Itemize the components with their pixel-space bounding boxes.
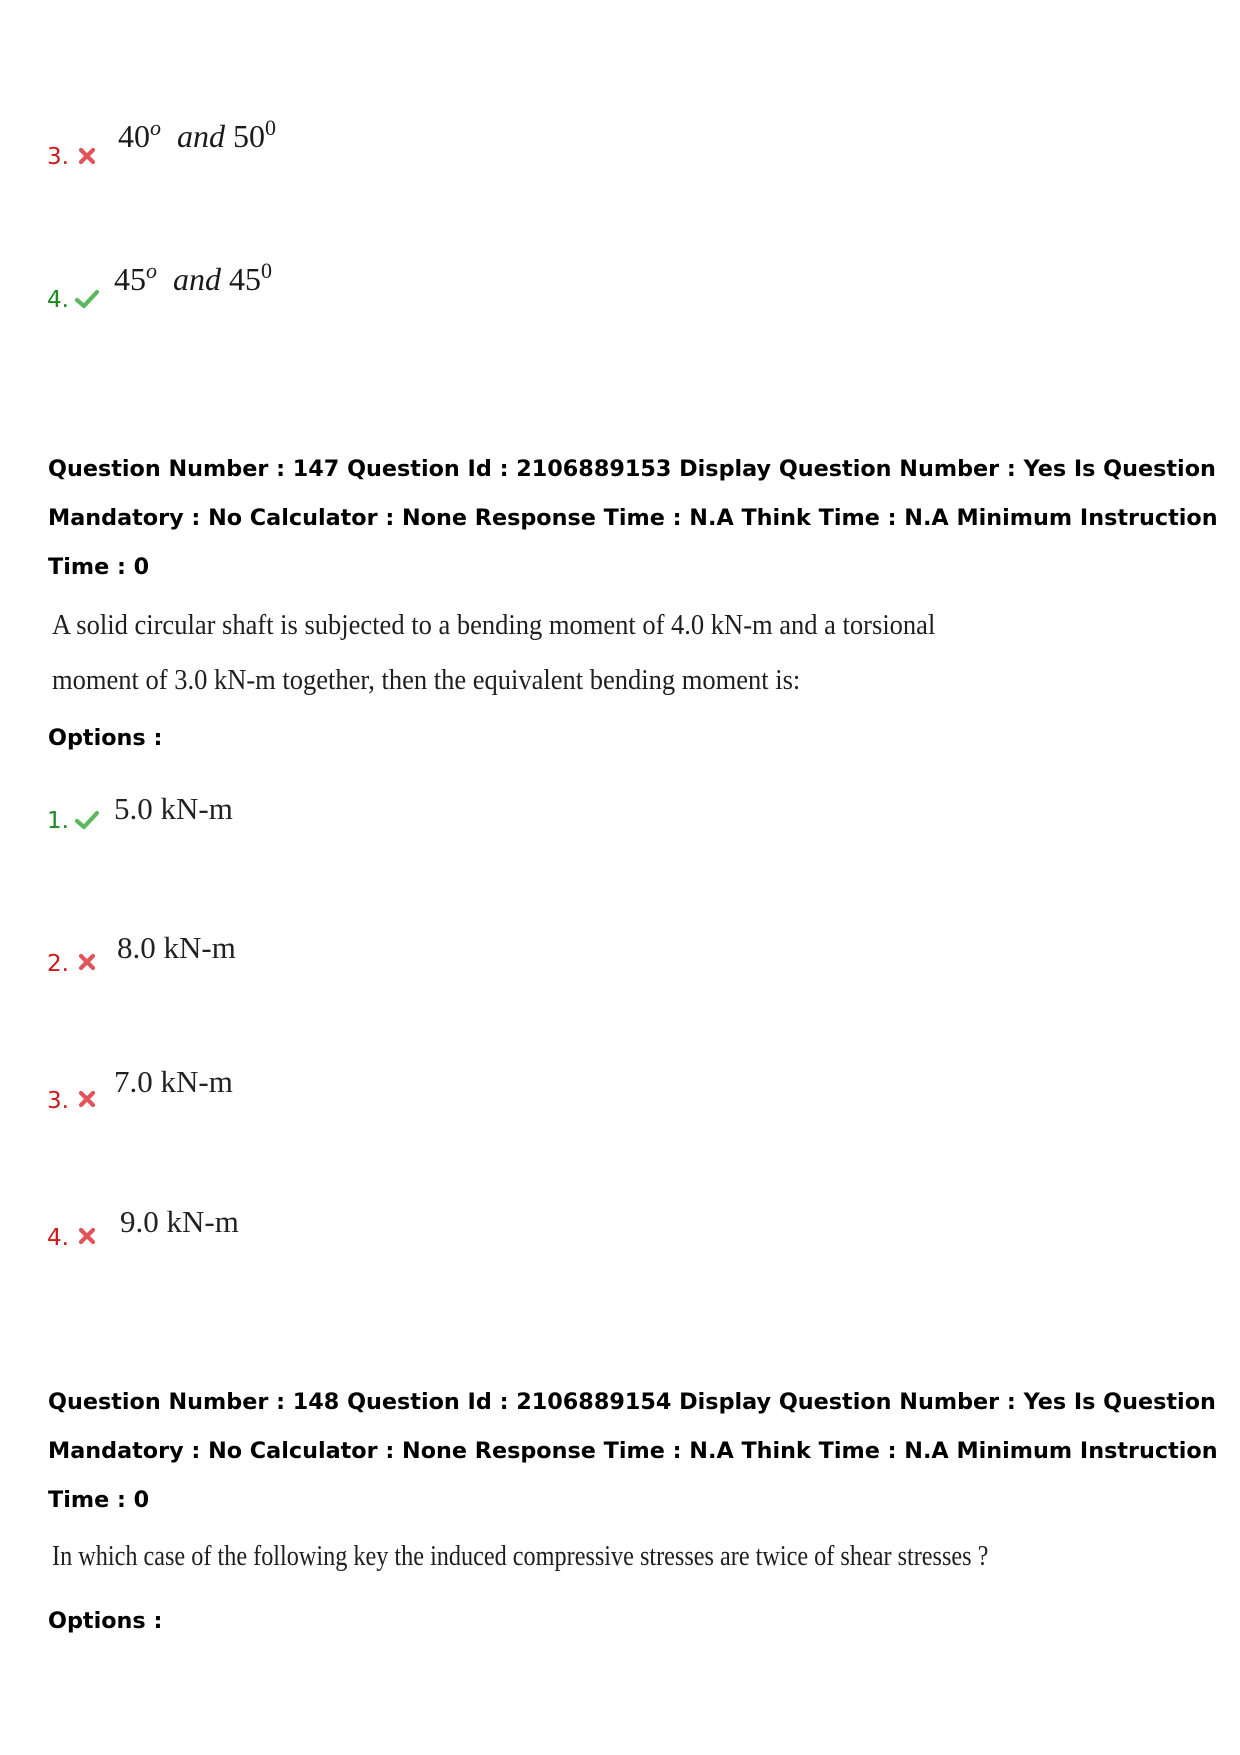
option-math: 40$^o$ and $50^0$	[118, 115, 276, 154]
cross-icon	[77, 952, 97, 972]
check-icon	[74, 288, 100, 310]
option-number: 3.	[47, 1088, 69, 1114]
cross-icon	[77, 146, 97, 166]
options-label: Options :	[48, 1608, 163, 1634]
option-number: 1.	[47, 808, 69, 834]
option-text: 8.0 kN-m	[117, 930, 236, 965]
option-text: 5.0 kN-m	[114, 791, 233, 826]
option-number: 2.	[47, 951, 69, 977]
cross-icon	[77, 1089, 97, 1109]
option-text: 9.0 kN-m	[120, 1204, 239, 1239]
option-number: 4.	[47, 1225, 69, 1251]
check-icon	[74, 809, 100, 831]
question-text-line: A solid circular shaft is subjected to a bending moment of 4.0 kN-m and a torsional	[52, 610, 936, 641]
prev-option-4	[47, 286, 69, 314]
cross-icon	[77, 1226, 97, 1246]
question-text-line: In which case of the following key the induced compressive stresses are twice of shear stresses ?	[52, 1541, 989, 1572]
option-number: 4.	[47, 287, 69, 313]
question-text-line: moment of 3.0 kN-m together, then the equivalent bending moment is:	[52, 665, 801, 696]
option-math: 45$^o$ and $45^0$	[114, 258, 272, 297]
prev-option-3	[47, 143, 69, 171]
option-text: 7.0 kN-m	[114, 1064, 233, 1099]
question-header: Question Number : 147 Question Id : 2106889153 Display Question Number : Yes Is Question Mandatory : No Calculator : None Response Time : N.A Think Time : N.A Minimum Instruction Time : 0	[48, 456, 1218, 580]
option-number: 3.	[47, 144, 69, 170]
options-label: Options :	[48, 725, 163, 751]
question-header: Question Number : 148 Question Id : 2106889154 Display Question Number : Yes Is Question Mandatory : No Calculator : None Response Time : N.A Think Time : N.A Minimum Instruction Time : 0	[48, 1389, 1218, 1513]
